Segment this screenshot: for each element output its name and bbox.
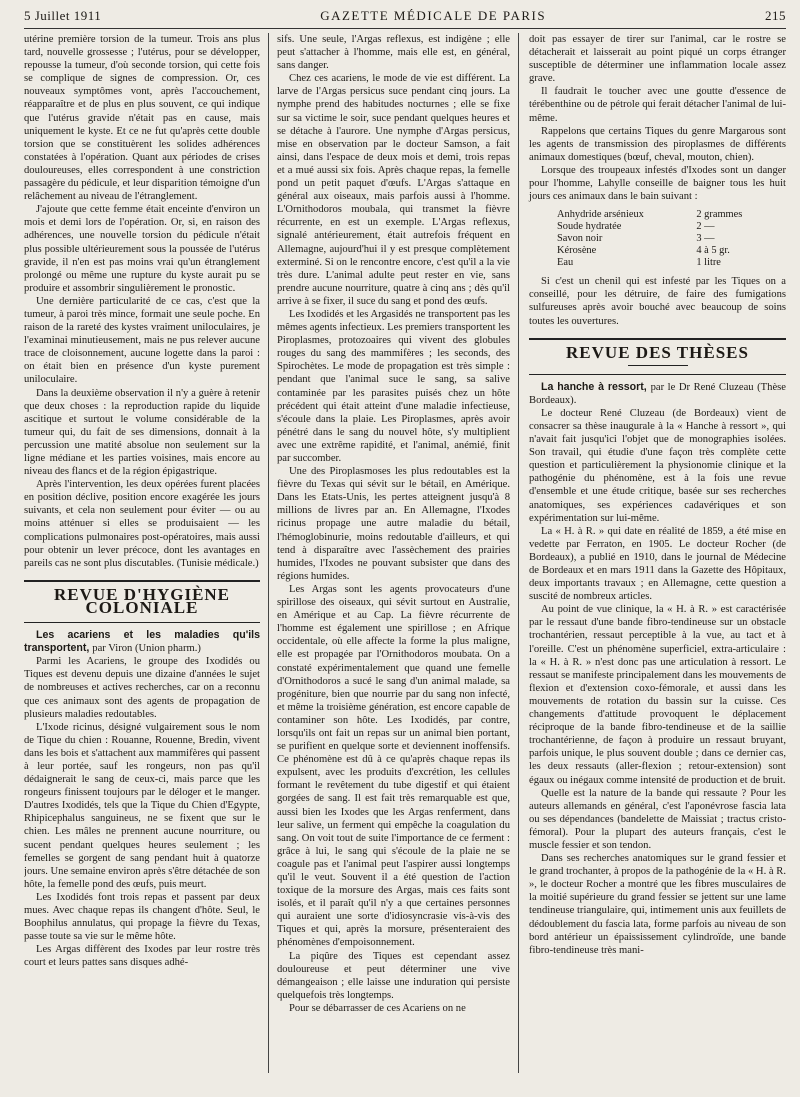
- paragraph: Les Ixodidés et les Argasidés ne transportent pas les mêmes agents infectieux. Les premiers transportent les Piroplasmes, protozoaires qui vivent des globules rouges du sang des mammifères ; les seconds, des Spirochètes. Le mode de propagation est très simple : pendant que l'animal suce le sang, sa salive contaminée par les parasites puisés chez un hôte précédent qui était atteint d'une maladie infectieuse, s'écoule dans la plaie. Les Piroplasmes, après avoir pénétré dans le sang du nouvel hôte, s'y multiplient avec une extrême rapidité, et l'animal, anémié, finit par succomber.: [277, 308, 510, 464]
- ingredient-name: Kérosène: [557, 245, 597, 257]
- paragraph: Les Argas sont les agents provocateurs d'une spirillose des oiseaux, qui sévit surtout en Australie, en Amérique et au Cap. La fièvre récurrente de l'homme est également une spirillose ; en Afrique occidentale, où elle affecte la forme la plus maligne, elle est propagée par l'Ornithodoros moubata. On a constaté expérimentalement que quand une femelle d'Ornithodoros a sucé le sang d'un animal malade, sa progéniture, bien que nourrie par du sang non infecté, et même la troisième génération, est encore capable de contaminer son hôte. Les Ixodidés, par contre, lorsqu'ils ont fait un repas sur un animal bien portant, se purifient en quelque sorte et deviennent inoffensifs. Ce phénomène est dû à ce qu'après chaque repas ils expulsent, avec les produits d'excrétion, les cellules formant le revêtement du tube digestif et qui étaient gorgées de sang. Il est fait très remarquable est que, aussi bien les Ixodes que les Argas renferment, dans leur salive, un ferment qui empêche la coagulation du sang. On voit tout de suite l'importance de ce ferment : grâce à lui, le sang qui s'écoule de la plaie ne se coagule pas et l'animal peut l'aspirer aussi longtemps qu'il le veut. Souvent il a été question de l'action toxique de la morsure des Argas, mais ces faits sont isolés, et il paraît qu'il n'y a que certaines personnes qui auraient une sorte d'idiosyncrasie vis-à-vis des Tiques et qui, après la morsure, présenteraient des phénomènes d'empoisonnement.: [277, 583, 510, 949]
- article-title: La hanche à ressort,: [541, 380, 647, 393]
- paragraph: La « H. à R. » qui date en réalité de 1859, a été mise en vedette par Ferraton, en 1905. Le docteur Rocher (de Bordeaux), a publié en 1910, dans le journal de Médecine de Bordeaux et en mars 1911 dans la Gazette des Hôpitaux, deux importants travaux ; en Allemagne, cette question a suscité de nombreux articles.: [529, 525, 786, 603]
- paragraph: Parmi les Acariens, le groupe des Ixodidés ou Tiques est devenu depuis une dizaine d'années le sujet de nombreuses et actives recherches, car on a reconnu que ces animaux sont des agents de propagation de plusieurs maladies redoutables.: [24, 656, 260, 720]
- paragraph: Les Ixodidés font trois repas et passent par deux mues. Avec chaque repas ils changent d'hôte. Seul, le Boophilus annulatus, qui propage la fièvre du Texas, passe toute sa vie sur le même hôte.: [24, 891, 260, 943]
- paragraph: Rappelons que certains Tiques du genre Margarous sont les agents de transmission des piroplasmes de différents animaux domestiques (bœuf, cheval, mouton, chien).: [529, 125, 786, 163]
- paragraph: J'ajoute que cette femme était enceinte d'environ un mois et demi lors de l'opération. Or, si, en raison des adhérences, une nouvelle torsion du pédicule n'était plus possible ultérieurement sous la poussée de l'utérus gravide, il n'en est pas moins vrai qu'un étranglement prolongé ou même une rupture du kyste aurait pu se produire et assombrir singulièrement le pronostic.: [24, 204, 260, 294]
- paragraph: Quelle est la nature de la bande qui ressaute ? Pour les auteurs allemands en général, c'est l'aponévrose fascia lata ou ses dépendances (bandelette de Maissiat ; tractus cristo-fémoral). Pour la plupart des auteurs français, c'est le muscle fessier et son tendon.: [529, 787, 786, 851]
- ingredient-name: Anhydride arsénieux: [557, 209, 644, 221]
- paragraph: Une dernière particularité de ce cas, c'est que la tumeur, à paroi très mince, formait une seule poche. En raison de la rareté des kystes vraiment uniloculaires, je l'examinai minutieusement, mais ne pus relever aucune trace de cloisonnement, aucune logette dans la paroi : on était bien en présence d'un kyste purement uniloculaire.: [24, 295, 260, 386]
- page-number: 215: [764, 8, 786, 23]
- section-title: REVUE D'HYGIÈNE COLONIALE: [53, 584, 231, 617]
- paragraph: Le docteur René Cluzeau (de Bordeaux) vient de consacrer sa thèse inaugurale à la « Hanche à ressort », qui n'avait fait jusqu'ici l'objet que de monographies isolées. Son travail, qui étudie d'une façon très complète cette question et particulièrement la physionomie clinique et la pathogénie du phénomène, est à la fois une revue d'ensemble et une étude critique, basée sur ses recherches anatomiques, ses expériences cadavériques et son expérimentation sur lui-même.: [529, 407, 786, 524]
- paragraph: Une des Piroplasmoses les plus redoutables est la fièvre du Texas qui sévit sur le bétail, en Amérique. Dans les Etats-Unis, les pertes atteignent jusqu'à 8 millions de livres par an. En Allemagne, l'Ixodes ricinus propage une autre maladie du bétail, l'hémoglobinurie, moins redoutable d'ailleurs, et qui tend à disparaître avec l'assèchement des prairies humides, l'Ixodes ne pouvant subsister que dans des régions humides.: [277, 466, 510, 582]
- column-3: [518, 33, 786, 1073]
- article-byline: par Viron (Union pharm.): [92, 643, 201, 655]
- ingredient-name: Soude hydratée: [557, 221, 622, 233]
- paragraph: Dans ses recherches anatomiques sur le grand fessier et le grand trochanter, à propos de la pathogénie de la « H. à R. », le docteur Rocher a montré que les fibres musculaires de la moitié supérieure du grand fessier se jettent sur une lame tendineuse triangulaire, qui, intimement unis aux feuillets de dédoublement du fascia lata, forme parfois au niveau de son bord antérieur un épaississement cylindroïde, une bande fibro-tendineuse très mani-: [529, 853, 786, 956]
- paragraph: Si c'est un chenil qui est infesté par les Tiques on a conseillé, pour les détruire, de faire des fumigations sulfureuses après avoir bouché avec beaucoup de soins toutes les ouvertures.: [529, 276, 786, 327]
- paragraph: Au point de vue clinique, la « H. à R. » est caractérisée par le ressaut d'une bande fibro-tendineuse sur un obstacle trochantérien, ressaut perceptible à la vue, au tact et à l'oreille. C'est un phénomène superficiel, extra-articulaire : la « H. à R. » n'est donc pas une articulation à ressort. Le ressaut se manifeste principalement dans les mouvements de flexion et d'extension coxo-fémorale, et aussi dans les mouvements de rotation du bassin sur la cuisse. Ces changements d'attitude provoquent le déplacement réciproque de la bande fibro-tendineuse et de la saillie trochantérienne, de façon à produire un ressaut bruyant, parfois unique, le plus souvent double ; dans ce dernier cas, les deux ressauts (aller-flexion ; retour-extension) sont égaux ou inégaux comme intensité de production et de bruit.: [529, 604, 786, 786]
- recipe-row: [557, 221, 786, 233]
- column-1: [24, 33, 268, 1073]
- article-heading: [529, 381, 786, 407]
- ingredient-qty: 2 —: [696, 221, 715, 233]
- ingredient-qty: 2 grammes: [696, 209, 743, 221]
- paragraph: Les Argas diffèrent des Ixodes par leur rostre très court et leurs pattes sans disques adhé-: [24, 944, 260, 969]
- recipe-row: [557, 245, 786, 257]
- paragraph: Pour se débarrasser de ces Acariens on ne: [289, 1002, 466, 1014]
- journal-title: GAZETTE MÉDICALE DE PARIS: [320, 8, 547, 23]
- paragraph: Dans la deuxième observation il n'y a guère à retenir que deux choses : la reproduction rapide du liquide ascitique et surtout le volume considérable de la tumeur qui, du fait de ses dimensions, donnait à la percussion une matité absolue non seulement sur la ligne médiane et les parties voisines, mais encore au niveau des flancs et de la région épigastrique.: [24, 387, 260, 478]
- recipe-row: [557, 257, 786, 269]
- bath-recipe: [557, 209, 786, 269]
- ingredient-qty: 1 litre: [696, 257, 721, 269]
- article-byline: par le Dr René Cluzeau (Thèse Bordeaux).: [529, 381, 786, 406]
- paragraph: La piqûre des Tiques est cependant assez douloureuse et peut déterminer une vive démangeaison ; elle laisse une induration qui persiste quelquefois très longtemps.: [277, 950, 510, 1001]
- page-header: [24, 8, 786, 24]
- paragraph: sifs. Une seule, l'Argas reflexus, est indigène ; elle peut s'attacher à l'homme, mais elle est, en général, sans danger.: [277, 34, 510, 72]
- paragraph: utérine première torsion de la tumeur. Trois ans plus tard, nouvelle grossesse ; l'utérus, pour se développer, repousse la tumeur, d'où seconde torsion, qui cette fois se complique de signes de compression. Or, ces nouveaux symptômes vont, après l'accouchement, réapparaître et de plus en plus souvent, ce qui indique que l'utérus gravide n'était pas en cause, mais uniquement le kyste. Et ce ne fut qu'après cette double torsion que se constituèrent les solides adhérences constatées à l'opération. Quant aux périodes de crises douloureuses, elles correspondent à une constriction passagère du pédicule, et leur disparition témoigne d'un relâchement au niveau de l'étranglement.: [24, 34, 260, 203]
- paragraph: Il faudrait le toucher avec une goutte d'essence de térébenthine ou de pétrole qui ferait détacher l'animal de lui-même.: [529, 86, 786, 124]
- article-heading: [24, 629, 260, 655]
- section-header-hygiene: [24, 580, 260, 623]
- header-rule: [24, 28, 786, 29]
- recipe-row: [557, 233, 786, 245]
- section-header-theses: [529, 338, 786, 375]
- paragraph: Lorsque des troupeaux infestés d'Ixodes sont un danger pour l'homme, Lahylle conseille de baigner tous les huit jours ces animaux dans le bain suivant :: [529, 164, 786, 203]
- ingredient-qty: 4 à 5 gr.: [696, 245, 730, 257]
- ingredient-name: Savon noir: [557, 233, 603, 245]
- ingredient-name: Eau: [557, 257, 574, 269]
- ingredient-qty: 3 —: [696, 233, 715, 245]
- paragraph: doit pas essayer de tirer sur l'animal, car le rostre se détacherait et laisserait au point piqué un corps étranger susceptible de déterminer une inflammation locale assez grave.: [529, 34, 786, 85]
- header-date: 5 Juillet 1911: [24, 8, 102, 23]
- section-underline: [628, 365, 688, 366]
- text-columns: [24, 33, 786, 1073]
- recipe-row: [557, 209, 786, 221]
- column-2: [268, 33, 518, 1073]
- paragraph: Chez ces acariens, le mode de vie est différent. La larve de l'Argas persicus suce pendant cinq jours. La nymphe prend des habitudes nocturnes ; elle se fixe sur sa victime le soir, suce pendant quelques heures et se détache à l'aurore. Une nymphe d'Argas persicus, mise en observation par le docteur Samson, a fait ainsi, dans l'espace de deux mois et demi, trois repas et a mué aussi six fois. Après chaque repas, la femelle pond un petit paquet d'œufs. L'Argas s'attaque en général aux oiseaux, mais parfois aussi à l'homme. L'Ornithodoros moubala, qui transmet la fièvre récurrente, en est un exemple. L'Argas reflexus, signalé antérieurement, était autrefois fréquent en Allemagne, aujourd'hui il y est presque complètement exterminé. Si on le rencontre encore, c'est qu'il a la vie très dure. L'animal adulte peut rester en vie, sans prendre aucune nourriture, quatre à cinq ans ; dès qu'il arrive à se fixer, il suce du sang et pond des œufs.: [277, 73, 510, 307]
- paragraph: Après l'intervention, les deux opérées furent placées en position déclive, position encore exagérée les jours suivants, et cela non seulement pour éviter — ou au moins atténuer si elles se produisaient — les complications pulmonaires post-opératoires, mais aussi pour obtenir un lever précoce, dont les avantages en pareils cas ne sont plus discutables. (Tunisie médicale.): [24, 479, 260, 569]
- section-title: REVUE DES THÈSES: [566, 342, 749, 362]
- article-title: Les acariens et les maladies qu'ils transportent,: [24, 629, 260, 655]
- paragraph: L'Ixode ricinus, désigné vulgairement sous le nom de Tique du chien : Rouanne, Rouenne, Bredin, vivent dans les bois et s'attachent aux mammifères qui passent à leur portée, sauf les rongeurs, non pas qu'il dédaignerait le sang de ceux-ci, mais parce que les rongeurs finissent toujours par le déloger et le manger. D'autres Ixodidés, tels que la Tique du Chien d'Egypte, Rhipicephalus sanguineus, ne se fixent que sur le chien. Les mâles ne prennent aucune nourriture, ou sucent pendant quelques heures seulement ; les femelles se gorgent de sang pendant huit à quatorze jours. Une semaine environ après s'être détachée de son hôte, la femelle pond des œufs, puis meurt.: [24, 721, 260, 890]
